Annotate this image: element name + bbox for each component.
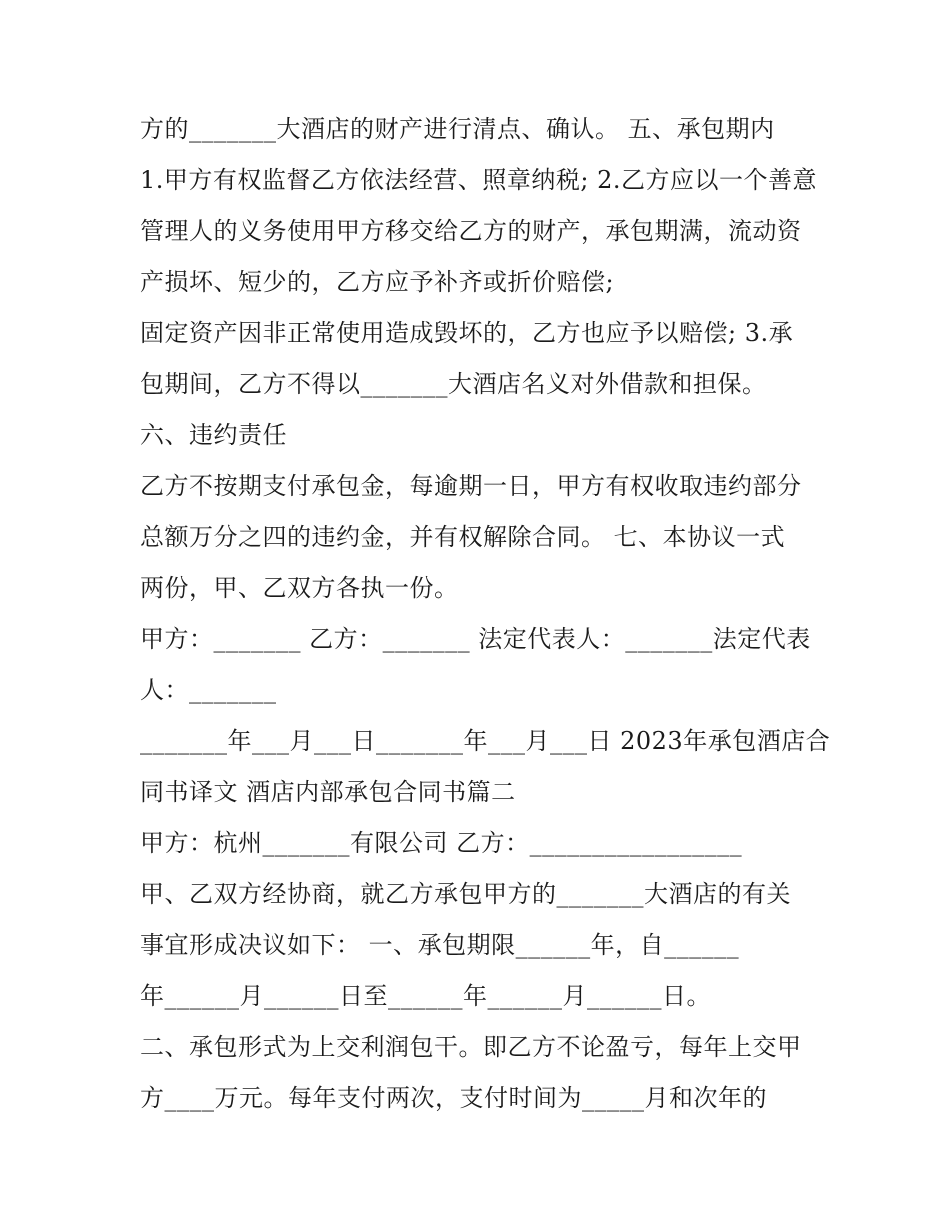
text-line: 年______月______日至______年______月______日。 — [140, 982, 711, 1010]
text-line: 固定资产因非正常使用造成毁坏的，乙方也应予以赔偿; 3.承 — [140, 319, 794, 347]
text-line: 甲、乙双方经协商，就乙方承包甲方的_______大酒店的有关 — [140, 880, 791, 908]
text-line: 方的_______大酒店的财产进行清点、确认。 五、承包期内 — [140, 115, 775, 143]
text-line: 包期间，乙方不得以_______大酒店名义对外借款和担保。 — [140, 370, 767, 398]
document-page — [140, 104, 831, 1124]
text-line: 1.甲方有权监督乙方依法经营、照章纳税; 2.乙方应以一个善意 — [140, 166, 818, 194]
party-line: 甲方：杭州_______有限公司 乙方：_________________ — [140, 829, 743, 857]
text-line: 方____万元。每年支付两次，支付时间为_____月和次年的 — [140, 1084, 767, 1112]
text-line: 事宜形成决议如下： 一、承包期限______年，自______ — [140, 931, 740, 959]
document-subtitle: 同书译文 酒店内部承包合同书篇二 — [140, 778, 516, 806]
text-line: 两份，甲、乙双方各执一份。 — [140, 574, 459, 602]
section-heading: 六、违约责任 — [140, 421, 287, 449]
text-line: 总额万分之四的违约金，并有权解除合同。 七、本协议一式 — [140, 523, 786, 551]
text-line: 乙方不按期支付承包金，每逾期一日，甲方有权收取违约部分 — [140, 472, 802, 500]
signature-line: 甲方：_______ 乙方：_______ 法定代表人：_______法定代表 — [140, 625, 811, 653]
text-line: 产损坏、短少的，乙方应予补齐或折价赔偿; — [140, 268, 615, 296]
signature-line: 人：_______ — [140, 676, 277, 704]
text-line: 二、承包形式为上交利润包干。即乙方不论盈亏，每年上交甲 — [140, 1033, 802, 1061]
text-line: 管理人的义务使用甲方移交给乙方的财产，承包期满，流动资 — [140, 217, 802, 245]
date-line: _______年___月___日_______年___月___日 2023年承包酒店合 — [140, 727, 831, 755]
